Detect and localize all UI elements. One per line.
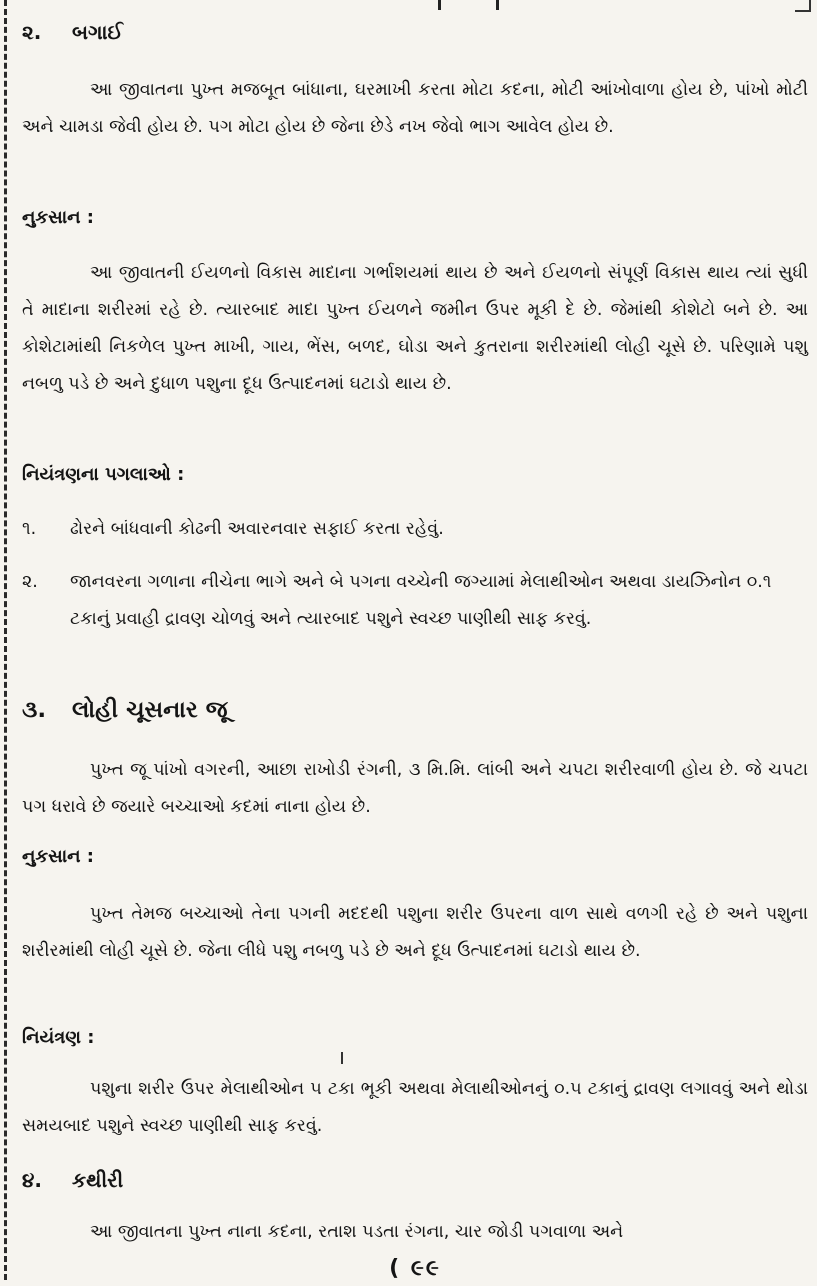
- paragraph: આ જીવાતના પુખ્ત મજબૂત બાંધાના, ઘરમાખી કરતા મોટા કદના, મોટી આંખોવાળા હોય છે, પાંખો મોટી અને ચામડા જેવી હોય છે. પગ મોટા હોય છે જેના છેડે નખ જેવો ભાગ આવેલ હોય છે.: [22, 80, 808, 137]
- section-2-intro: [22, 72, 808, 146]
- section-4-intro: [22, 1214, 808, 1251]
- list-number: ૨.: [22, 572, 38, 592]
- corner-crop-mark: [795, 0, 811, 12]
- section-3-intro: [22, 752, 808, 826]
- list-text: જાનવરના ગળાના નીચેના ભાગે અને બે પગના વચ્ચેની જગ્યામાં મેલાથીઓન અથવા ડાયઝિનોન ૦.૧ ટકાનું પ્રવાહી દ્રાવણ ચોળવું અને ત્યારબાદ પશુને સ્વચ્છ પાણીથી સાફ કરવું.: [70, 572, 772, 629]
- control-list-item: [22, 564, 808, 638]
- left-dashed-border: [4, 0, 7, 1280]
- section-3-damage-heading: નુકસાન :: [22, 846, 94, 867]
- list-text: ઢોરને બાંધવાની કોઢની અવારનવાર સફાઈ કરતા રહેવું.: [70, 519, 444, 539]
- section-3-damage-text: [22, 896, 808, 970]
- section-2-heading: [22, 18, 808, 46]
- section-3-control-text: [22, 1071, 808, 1145]
- section-3-heading: [22, 695, 808, 725]
- section-number: ૪.: [22, 1168, 42, 1192]
- section-3-control-heading: નિયંત્રણ :: [22, 1027, 95, 1048]
- section-number: ૩.: [22, 697, 47, 723]
- section-4-heading: [22, 1166, 808, 1194]
- page-number-mark: ( ૯૯: [389, 1256, 441, 1281]
- section-2-control-heading: નિયંત્રણના પગલાઓ :: [22, 464, 185, 485]
- paragraph: આ જીવાતના પુખ્ત નાના કદના, રતાશ પડતા રંગના, ચાર જોડી પગવાળા અને: [90, 1222, 624, 1242]
- paragraph: આ જીવાતની ઈયળનો વિકાસ માદાના ગર્ભાશયમાં થાય છે અને ઈયળનો સંપૂર્ણ વિકાસ થાય ત્યાં સુધી તે માદાના શરીરમાં રહે છે. ત્યારબાદ માદા પુખ્ત ઈયળને જમીન ઉપર મૂકી દે છે. જેમાંથી કોશેટો બને છે. આ કોશેટામાંથી નિકળેલ પુખ્ત માખી, ગાય, ભેંસ, બળદ, ઘોડા અને કુતરાના શરીરમાંથી લોહી ચૂસે છે. પરિણામે પશુ નબળુ પડે છે અને દુધાળ પશુના દૂધ ઉત્પાદનમાં ઘટાડો થાય છે.: [22, 263, 808, 394]
- section-2-damage-heading: નુકસાન :: [22, 207, 94, 228]
- section-title: લોહી ચૂસનાર જૂ: [72, 697, 228, 723]
- section-title: કથીરી: [72, 1168, 124, 1192]
- paragraph: પુખ્ત જૂ પાંખો વગરની, આછા રાખોડી રંગની, ૩ મિ.મિ. લાંબી અને ચપટા શરીરવાળી હોય છે. જે ચપટા પગ ધરાવે છે જયારે બચ્ચાઓ કદમાં નાના હોય છે.: [22, 760, 808, 817]
- control-list-item: [22, 511, 808, 548]
- paragraph: પશુના શરીર ઉપર મેલાથીઓન ૫ ટકા ભૂકી અથવા મેલાથીઓનનું ૦.૫ ટકાનું દ્રાવણ લગાવવું અને થોડા સમયબાદ પશુને સ્વચ્છ પાણીથી સાફ કરવું.: [22, 1079, 808, 1136]
- paragraph: પુખ્ત તેમજ બચ્ચાઓ તેના પગની મદદથી પશુના શરીર ઉપરના વાળ સાથે વળગી રહે છે અને પશુના શરીરમાંથી લોહી ચૂસે છે. જેના લીધે પશુ નબળુ પડે છે અને દૂધ ઉત્પાદનમાં ઘટાડો થાય છે.: [22, 904, 808, 961]
- stray-mark: [341, 1052, 343, 1064]
- section-2-damage-text: [22, 255, 808, 403]
- list-number: ૧.: [22, 519, 37, 539]
- section-number: ૨.: [22, 20, 42, 44]
- section-title: બગાઈ: [72, 20, 123, 44]
- top-crop-mark: [438, 0, 441, 10]
- top-crop-mark: [496, 0, 499, 10]
